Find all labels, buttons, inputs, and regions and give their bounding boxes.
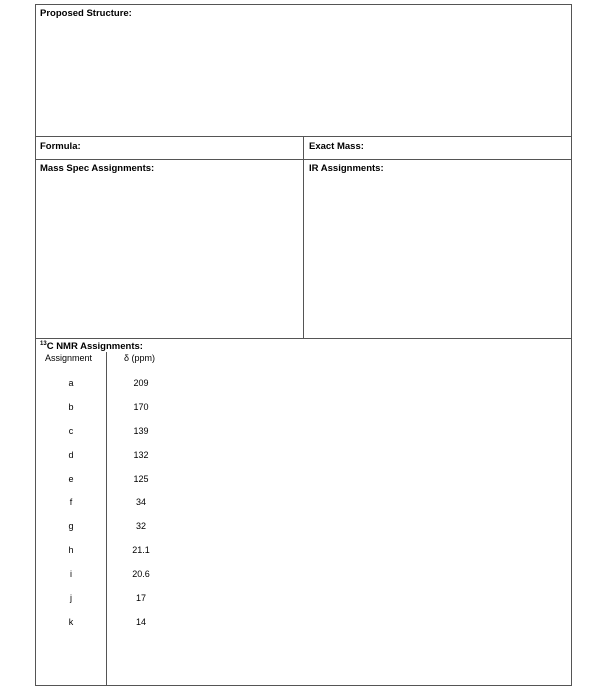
nmr-assignment-cell: a	[68, 378, 74, 388]
nmr-assignment-cell: d	[68, 450, 74, 460]
nmr-shift-cell: 170	[133, 402, 149, 412]
nmr-shift-cell: 209	[133, 378, 149, 388]
mass-spec-label: Mass Spec Assignments:	[40, 163, 155, 174]
frame-left	[35, 4, 36, 686]
proposed-structure-label: Proposed Structure:	[40, 8, 132, 19]
nmr-title	[40, 341, 143, 352]
nmr-assignment-cell: h	[68, 545, 74, 555]
nmr-assignment-cell: i	[70, 569, 72, 579]
frame-bottom	[35, 685, 572, 686]
exact-mass-label: Exact Mass:	[309, 141, 364, 152]
nmr-assignment-cell: b	[68, 402, 74, 412]
nmr-shift-cell: 21.1	[132, 545, 150, 555]
nmr-assignment-cell: f	[69, 497, 73, 507]
nmr-superscript: 13	[40, 341, 47, 347]
divider-center	[303, 136, 304, 339]
nmr-shift-cell: 125	[133, 474, 149, 484]
nmr-shift-cell: 14	[135, 617, 146, 627]
nmr-shift-cell: 17	[135, 593, 146, 603]
nmr-table-column-divider	[106, 352, 107, 686]
nmr-assignment-cell: c	[68, 426, 74, 436]
nmr-assignment-cell: e	[68, 474, 74, 484]
frame-right	[571, 4, 572, 686]
nmr-shift-cell: 132	[133, 450, 149, 460]
nmr-assignment-cell: g	[68, 521, 74, 531]
nmr-assignment-cell: j	[70, 593, 72, 603]
nmr-header-shift: δ (ppm)	[124, 353, 156, 363]
ir-label: IR Assignments:	[309, 163, 384, 174]
nmr-shift-cell: 20.6	[132, 569, 150, 579]
nmr-shift-cell: 139	[133, 426, 149, 436]
formula-label: Formula:	[40, 141, 81, 152]
nmr-assignment-cell: k	[68, 617, 74, 627]
nmr-title-text: C NMR Assignments:	[46, 341, 143, 352]
frame-top	[35, 4, 572, 5]
nmr-header-assignment: Assignment	[45, 353, 93, 363]
nmr-shift-cell: 34	[135, 497, 146, 507]
nmr-shift-cell: 32	[135, 521, 146, 531]
